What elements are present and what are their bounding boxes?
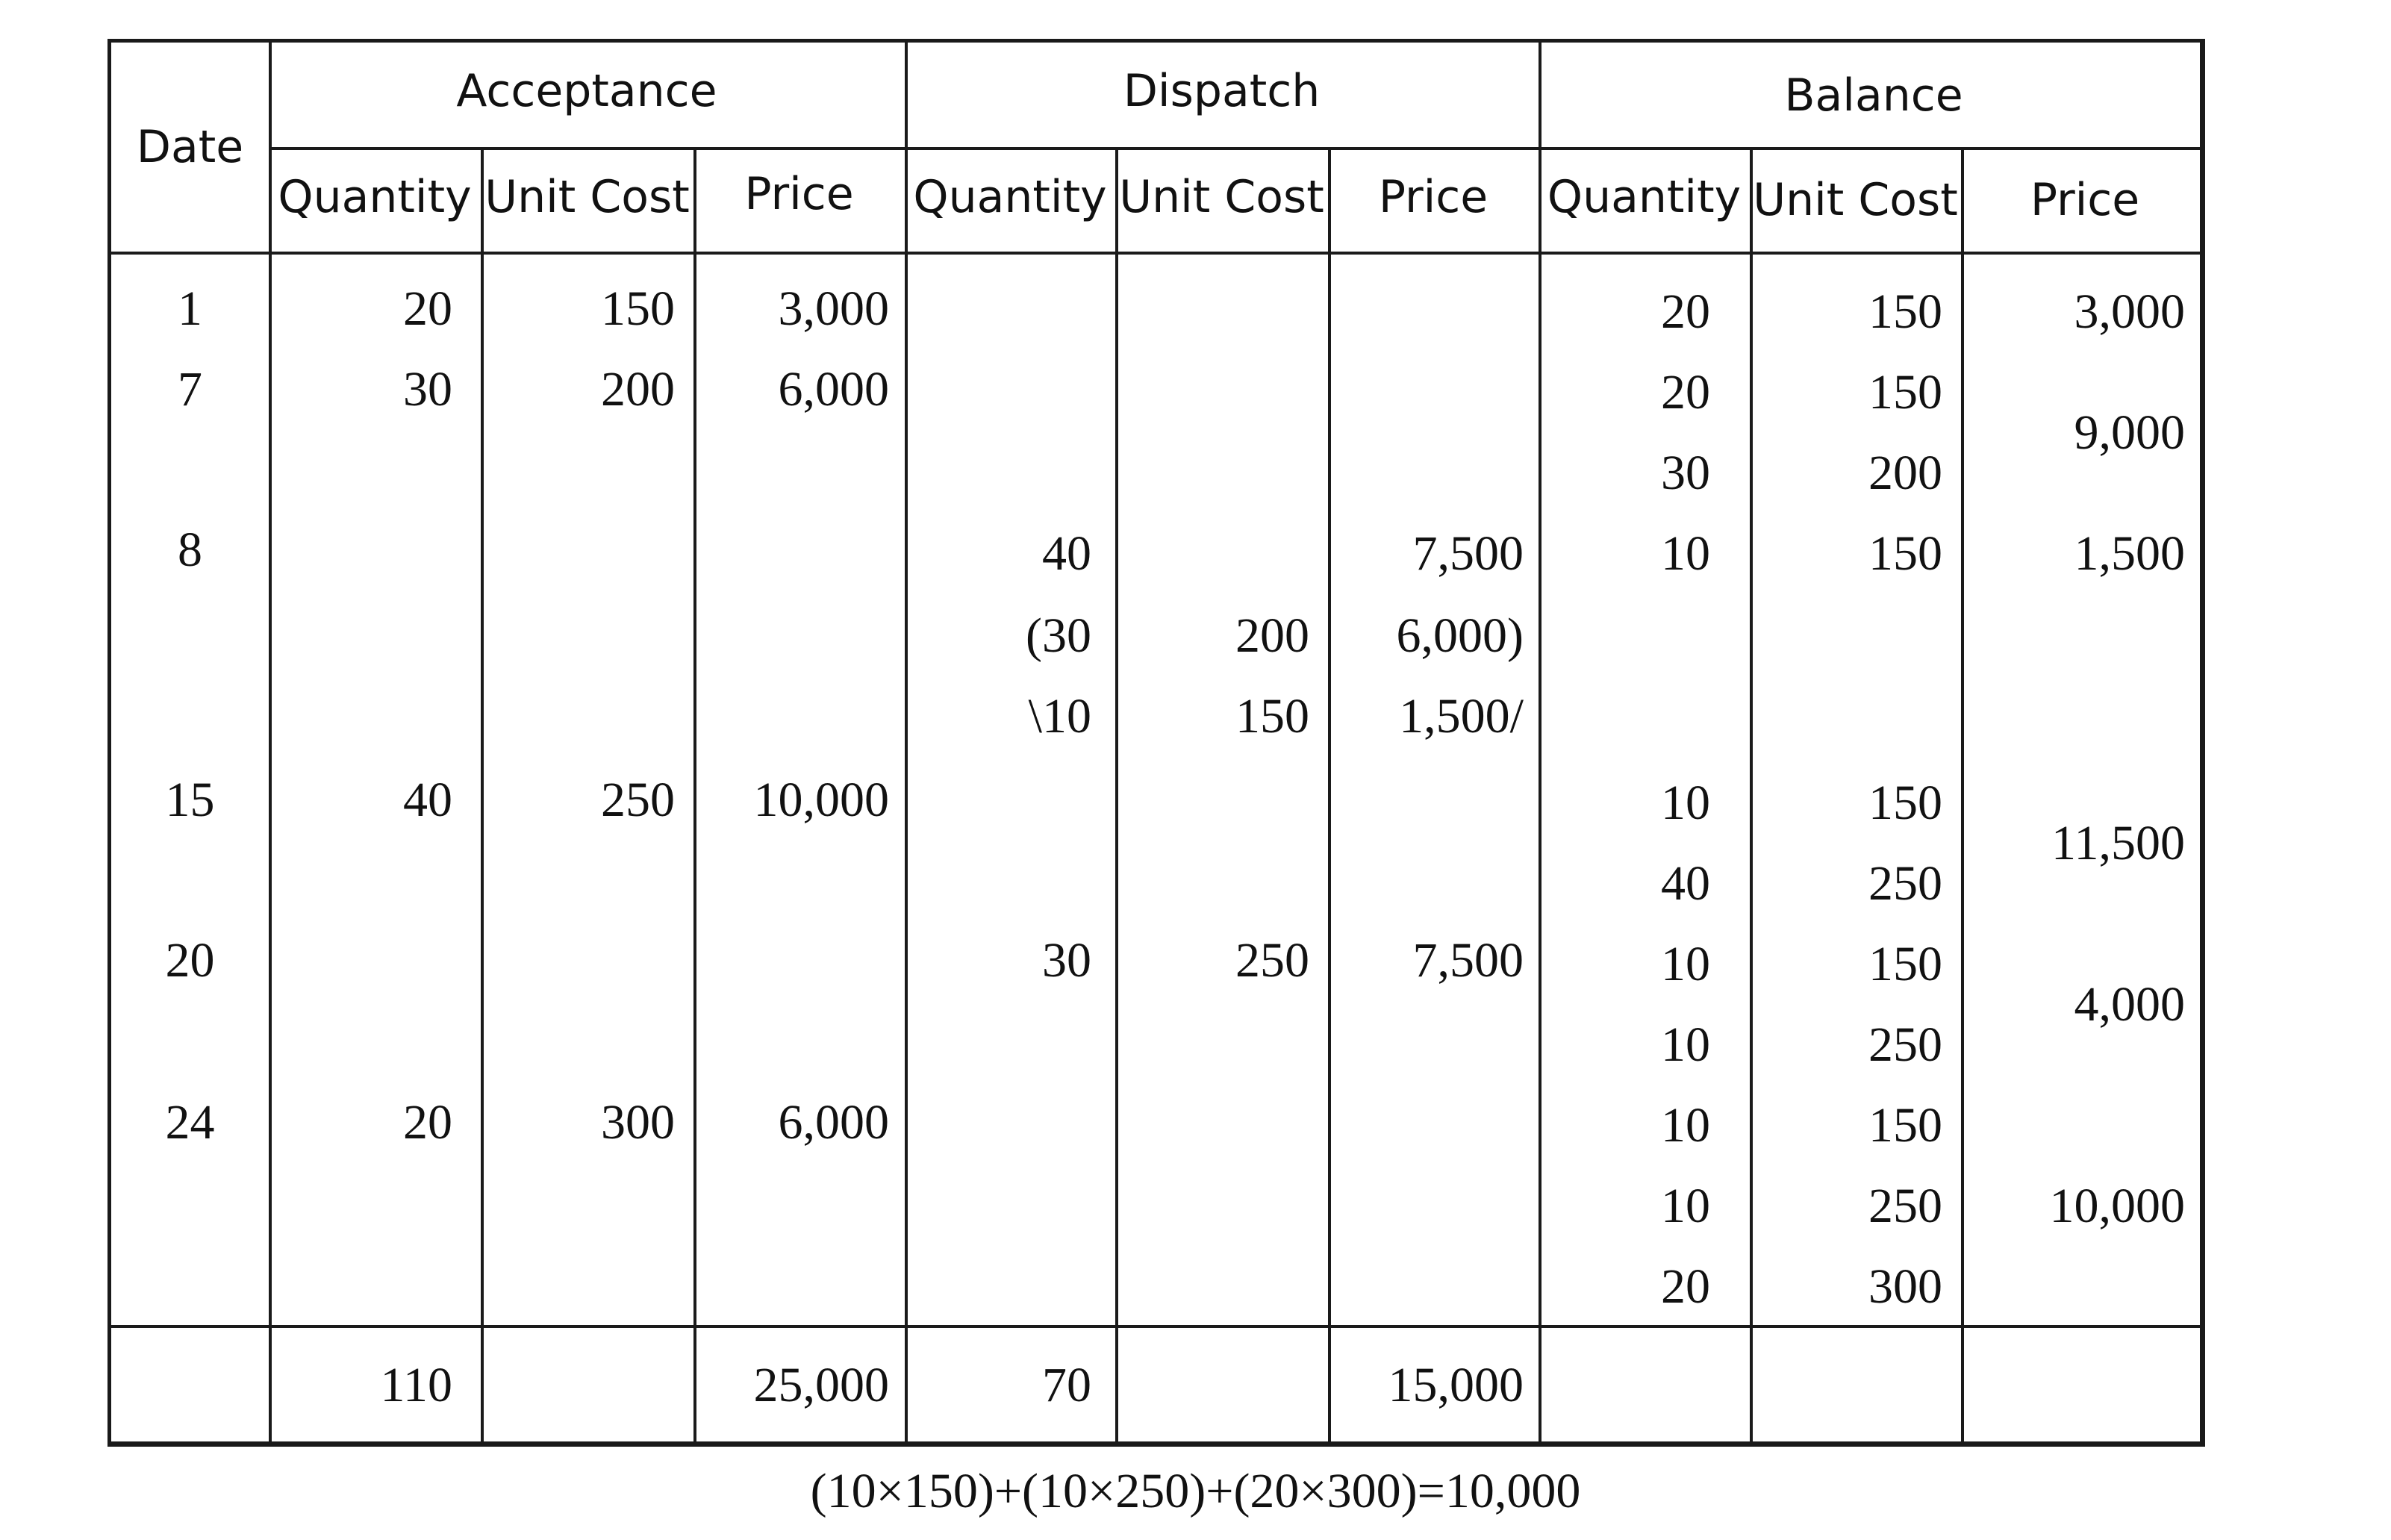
balance-quantity-cell: 10 <box>1661 776 1710 830</box>
balance-quantity-cell: 20 <box>1661 1259 1710 1314</box>
acceptance-header: Acceptance <box>456 65 717 117</box>
balance-header: Balance <box>1784 69 1963 122</box>
col-divider <box>1115 147 1118 1441</box>
dispatch-price-cell: 7,500 <box>1412 526 1524 581</box>
acceptance-quantity-header: Quantity <box>278 171 472 223</box>
col-divider <box>1328 147 1331 1441</box>
balance-quantity-cell: 20 <box>1661 284 1710 339</box>
dispatch-header: Dispatch <box>1123 65 1321 117</box>
acceptance-quantity-cell: 30 <box>403 362 452 417</box>
total-acceptance-quantity: 110 <box>380 1358 452 1412</box>
total-dispatch-price: 15,000 <box>1388 1358 1524 1412</box>
date-cell: 8 <box>178 523 202 577</box>
total-dispatch-quantity: 70 <box>1042 1358 1091 1412</box>
balance-price-cell: 4,000 <box>2074 977 2185 1032</box>
dispatch-price-cell: 7,500 <box>1412 933 1524 988</box>
dispatch-price-cell: 6,000) <box>1396 608 1524 663</box>
balance-unit-cost-cell: 250 <box>1868 1179 1942 1233</box>
dispatch-unit-cost-cell: 200 <box>1235 608 1309 663</box>
acceptance-price-header: Price <box>744 168 854 220</box>
balance-unit-cost-cell: 300 <box>1868 1259 1942 1314</box>
acceptance-price-cell: 6,000 <box>778 1095 889 1150</box>
acceptance-unit-cost-cell: 250 <box>601 773 675 827</box>
dispatch-quantity-cell: \10 <box>1028 689 1091 743</box>
balance-price-cell: 11,500 <box>2051 816 2185 870</box>
balance-unit-cost-cell: 150 <box>1868 365 1942 420</box>
balance-quantity-header: Quantity <box>1547 171 1742 223</box>
dispatch-price-cell: 1,500/ <box>1399 689 1524 743</box>
balance-quantity-cell: 30 <box>1661 446 1710 500</box>
acceptance-quantity-cell: 20 <box>403 1095 452 1150</box>
date-header: Date <box>136 121 244 173</box>
balance-price-header: Price <box>2030 174 2140 226</box>
acceptance-price-cell: 10,000 <box>753 773 889 827</box>
balance-formula: (10×150)+(10×250)+(20×300)=10,000 <box>810 1464 1581 1518</box>
balance-unit-cost-cell: 150 <box>1868 1098 1942 1153</box>
dispatch-quantity-cell: 40 <box>1042 526 1091 581</box>
balance-price-cell: 3,000 <box>2074 284 2185 339</box>
row-divider <box>269 147 2200 150</box>
balance-quantity-cell: 10 <box>1661 1179 1710 1233</box>
date-cell: 15 <box>165 773 215 827</box>
balance-quantity-cell: 20 <box>1661 365 1710 420</box>
dispatch-quantity-cell: (30 <box>1026 608 1091 663</box>
balance-unit-cost-cell: 250 <box>1868 1017 1942 1072</box>
balance-unit-cost-cell: 200 <box>1868 446 1942 500</box>
acceptance-unit-cost-cell: 300 <box>601 1095 675 1150</box>
acceptance-price-cell: 3,000 <box>778 281 889 336</box>
acceptance-unit-cost-cell: 200 <box>601 362 675 417</box>
inventory-ledger-table <box>107 39 2205 1447</box>
dispatch-price-header: Price <box>1378 171 1488 223</box>
dispatch-quantity-cell: 30 <box>1042 933 1091 988</box>
dispatch-unit-cost-header: Unit Cost <box>1119 171 1324 223</box>
date-cell: 20 <box>165 933 215 988</box>
acceptance-quantity-cell: 20 <box>403 281 452 336</box>
acceptance-quantity-cell: 40 <box>403 773 452 827</box>
balance-unit-cost-cell: 150 <box>1868 937 1942 991</box>
balance-price-cell: 10,000 <box>2049 1179 2185 1233</box>
balance-price-cell: 9,000 <box>2074 405 2185 460</box>
date-cell: 24 <box>165 1095 215 1150</box>
balance-unit-cost-cell: 150 <box>1868 526 1942 581</box>
acceptance-unit-cost-cell: 150 <box>601 281 675 336</box>
acceptance-price-cell: 6,000 <box>778 362 889 417</box>
col-divider <box>1961 147 1964 1441</box>
balance-price-cell: 1,500 <box>2074 526 2185 581</box>
balance-quantity-cell: 40 <box>1661 856 1710 911</box>
row-divider <box>111 252 2200 255</box>
dispatch-unit-cost-cell: 150 <box>1235 689 1309 743</box>
balance-unit-cost-cell: 250 <box>1868 856 1942 911</box>
dispatch-quantity-header: Quantity <box>913 171 1107 223</box>
balance-quantity-cell: 10 <box>1661 1098 1710 1153</box>
acceptance-unit-cost-header: Unit Cost <box>484 171 690 223</box>
balance-unit-cost-header: Unit Cost <box>1753 174 1958 226</box>
balance-unit-cost-cell: 150 <box>1868 776 1942 830</box>
balance-quantity-cell: 10 <box>1661 937 1710 991</box>
date-cell: 7 <box>178 362 202 417</box>
total-acceptance-price: 25,000 <box>753 1358 889 1412</box>
dispatch-unit-cost-cell: 250 <box>1235 933 1309 988</box>
row-divider <box>111 1325 2200 1328</box>
balance-unit-cost-cell: 150 <box>1868 284 1942 339</box>
date-cell: 1 <box>178 281 202 336</box>
balance-quantity-cell: 10 <box>1661 526 1710 581</box>
balance-quantity-cell: 10 <box>1661 1017 1710 1072</box>
